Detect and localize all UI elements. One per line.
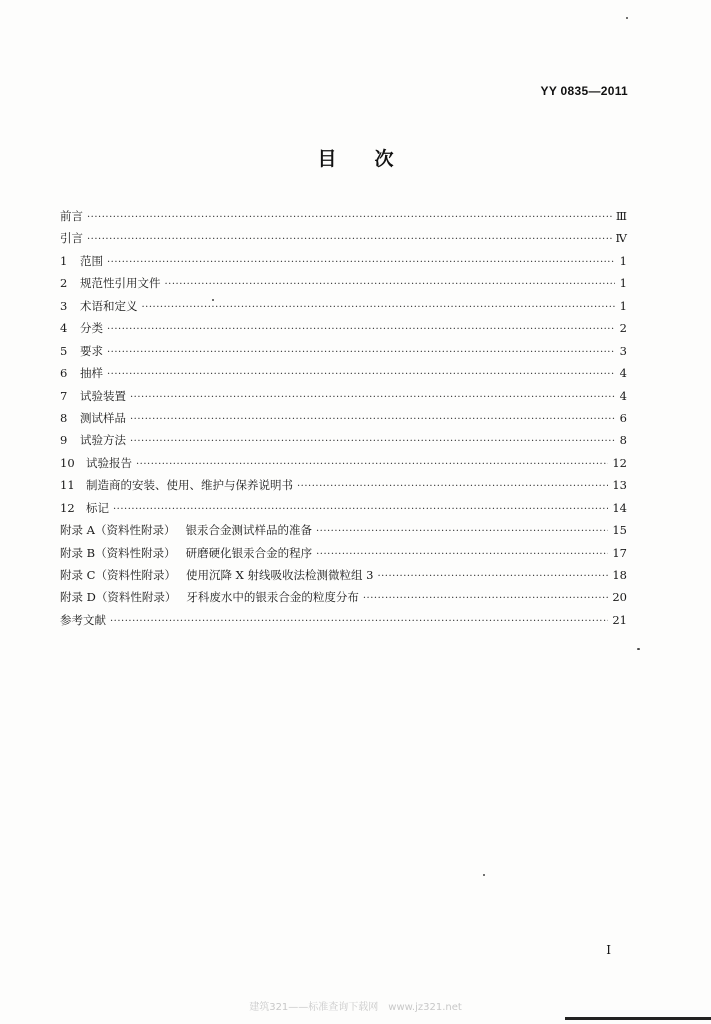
toc-entry-page: 2 bbox=[619, 321, 627, 336]
toc-dot-leader bbox=[136, 454, 608, 476]
toc-entry-number: 10 bbox=[60, 455, 75, 470]
toc-entry-introduction[interactable] bbox=[60, 227, 627, 249]
toc-entry-page: 3 bbox=[619, 343, 627, 358]
toc-entry-label: 制造商的安装、使用、维护与保养说明书 bbox=[86, 478, 293, 493]
toc-appendix-number: 附录 B（资料性附录） bbox=[60, 545, 176, 560]
toc-dot-leader bbox=[87, 229, 612, 251]
toc-entry-page: 17 bbox=[612, 545, 627, 560]
toc-entry-number: 5 bbox=[60, 343, 68, 358]
toc-dot-leader bbox=[316, 521, 608, 543]
toc-entry-5[interactable] bbox=[60, 340, 627, 362]
toc-entry-10[interactable] bbox=[60, 452, 627, 474]
toc-entry-page: 12 bbox=[612, 455, 627, 470]
toc-dot-leader bbox=[113, 499, 608, 521]
watermark: 建筑321——标准查询下载网 www.jz321.net bbox=[249, 1002, 462, 1013]
toc-entry-page: 21 bbox=[612, 612, 627, 627]
toc-entry-page: 6 bbox=[619, 410, 627, 425]
toc-entry-number: 3 bbox=[60, 298, 68, 313]
toc-title: 目 次 bbox=[317, 148, 394, 170]
toc-dot-leader bbox=[107, 252, 615, 274]
toc-dot-leader bbox=[107, 364, 615, 386]
toc-entry-label: 术语和定义 bbox=[80, 298, 138, 313]
toc-entry-label: 试验装置 bbox=[80, 388, 126, 403]
toc-entry-12[interactable] bbox=[60, 497, 627, 519]
toc-entry-page: 14 bbox=[612, 500, 627, 515]
toc-entry-11[interactable] bbox=[60, 474, 627, 496]
scan-speck bbox=[626, 17, 628, 19]
toc-entry-page: 8 bbox=[619, 433, 627, 448]
toc-entry-label: 银汞合金测试样品的准备 bbox=[185, 523, 312, 538]
page-number: I bbox=[606, 943, 611, 957]
toc-appendix-number: 附录 A（资料性附录） bbox=[60, 523, 176, 538]
toc-entry-2[interactable] bbox=[60, 272, 627, 294]
toc-entry-label: 范围 bbox=[80, 253, 103, 268]
toc-entry-label: 试验方法 bbox=[80, 433, 126, 448]
toc-appendix-number: 附录 D（资料性附录） bbox=[60, 590, 177, 605]
toc-entry-label: 要求 bbox=[80, 343, 103, 358]
toc-entry-1[interactable] bbox=[60, 250, 627, 272]
toc-entry-number: 1 bbox=[60, 253, 68, 268]
toc-entry-page: Ⅲ bbox=[615, 209, 627, 223]
toc-entry-label: 引言 bbox=[60, 231, 83, 246]
toc-dot-leader bbox=[130, 431, 615, 453]
toc-entry-page: 1 bbox=[619, 253, 627, 268]
toc-dot-leader bbox=[130, 387, 615, 409]
scan-speck bbox=[637, 648, 640, 650]
toc-entry-6[interactable] bbox=[60, 362, 627, 384]
toc-entry-number: 4 bbox=[60, 321, 68, 336]
toc-entry-number: 8 bbox=[60, 410, 68, 425]
toc-entry-number: 12 bbox=[60, 500, 75, 515]
toc-entry-number: 11 bbox=[60, 478, 75, 493]
scan-speck bbox=[483, 874, 485, 876]
toc-entry-7[interactable] bbox=[60, 385, 627, 407]
toc-appendix-number: 附录 C（资料性附录） bbox=[60, 568, 176, 582]
toc-entry-3[interactable] bbox=[60, 295, 627, 317]
toc-entry-page: 1 bbox=[619, 298, 627, 313]
toc-dot-leader bbox=[107, 319, 615, 341]
toc-dot-leader bbox=[377, 566, 608, 588]
toc-dot-leader bbox=[316, 544, 608, 566]
toc-dot-leader bbox=[110, 611, 608, 633]
toc-entry-8[interactable] bbox=[60, 407, 627, 429]
toc-entry-label: 抽样 bbox=[80, 366, 103, 381]
toc-entry-label: 规范性引用文件 bbox=[80, 276, 161, 291]
toc-entry-number: 2 bbox=[60, 276, 68, 291]
toc-entry-label: 研磨硬化银汞合金的程序 bbox=[185, 545, 313, 560]
toc-entry-label: 参考文献 bbox=[60, 612, 106, 627]
toc-entry-page: 15 bbox=[612, 523, 627, 538]
toc-entry-page: Ⅳ bbox=[615, 231, 627, 246]
toc-entry-page: 1 bbox=[619, 276, 627, 291]
toc-entry-label: 标记 bbox=[86, 500, 109, 515]
toc-entry-label: 前言 bbox=[60, 209, 83, 223]
toc-dot-leader bbox=[107, 342, 615, 364]
toc-dot-leader bbox=[363, 588, 608, 610]
toc-entry-appendix-c[interactable] bbox=[60, 564, 627, 586]
scan-edge-line bbox=[565, 1017, 711, 1020]
toc-entry-page: 4 bbox=[619, 388, 627, 403]
toc-entry-label: 试验报告 bbox=[86, 455, 132, 470]
scan-speck bbox=[212, 299, 214, 301]
toc-entry-appendix-d[interactable] bbox=[60, 586, 627, 608]
toc-dot-leader bbox=[297, 476, 608, 498]
toc-entry-label: 使用沉降 X 射线吸收法检测微粒组 3 bbox=[185, 568, 374, 582]
toc-dot-leader bbox=[130, 409, 615, 431]
standard-number: YY 0835—2011 bbox=[540, 84, 628, 98]
toc-entry-foreword[interactable] bbox=[60, 205, 627, 227]
toc-entry-4[interactable] bbox=[60, 317, 627, 339]
toc-entry-number: 9 bbox=[60, 433, 68, 448]
toc-entry-page: 18 bbox=[612, 568, 627, 582]
toc-entry-9[interactable] bbox=[60, 429, 627, 451]
toc-entry-page: 4 bbox=[619, 366, 627, 381]
toc-entry-page: 13 bbox=[612, 478, 627, 493]
toc-entry-page: 20 bbox=[612, 590, 627, 605]
toc-dot-leader bbox=[87, 207, 612, 229]
toc-entry-label: 分类 bbox=[80, 321, 103, 336]
toc-entry-label: 牙科废水中的银汞合金的粒度分布 bbox=[186, 590, 359, 605]
toc-entry-number: 7 bbox=[60, 388, 68, 403]
table-of-contents bbox=[60, 205, 627, 631]
toc-entry-appendix-b[interactable] bbox=[60, 542, 627, 564]
toc-entry-label: 测试样品 bbox=[80, 410, 126, 425]
toc-dot-leader bbox=[165, 274, 616, 296]
toc-entry-appendix-a[interactable] bbox=[60, 519, 627, 541]
toc-entry-number: 6 bbox=[60, 366, 68, 381]
toc-entry-references[interactable] bbox=[60, 609, 627, 631]
